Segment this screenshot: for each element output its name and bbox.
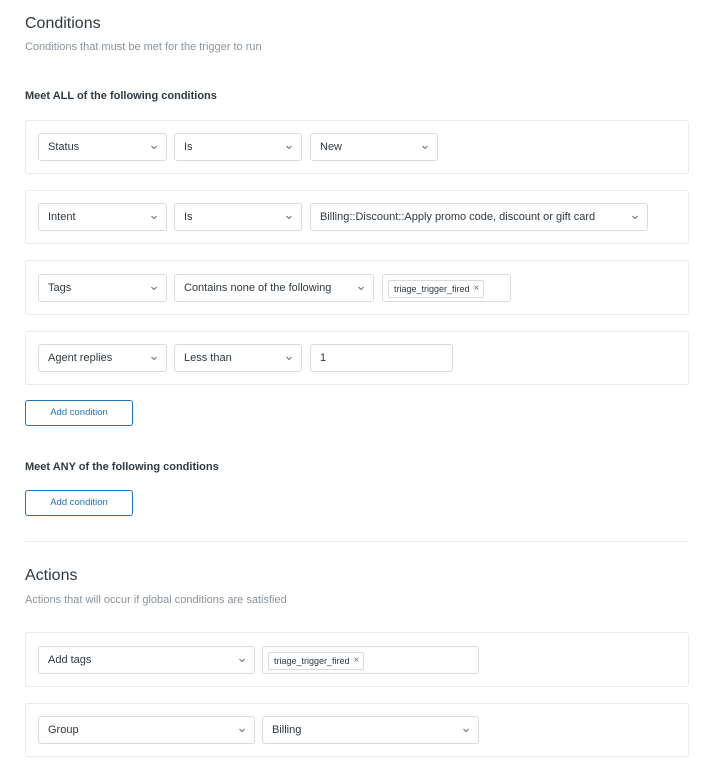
condition-field-value: Tags [48,282,72,294]
condition-value: New [320,141,343,153]
condition-operator-select[interactable] [174,274,374,302]
conditions-title: Conditions [25,15,101,32]
chevron-down-icon [285,354,293,362]
condition-operator-value: Less than [184,352,232,364]
add-all-condition-button[interactable]: Add condition [25,400,133,426]
chevron-down-icon [631,213,639,221]
action-tag-input[interactable] [262,646,479,674]
chevron-down-icon [150,284,158,292]
close-icon[interactable]: × [473,283,480,294]
tag-chip [268,652,364,670]
condition-operator-value: Contains none of the following [184,282,332,294]
condition-operator-select[interactable] [174,133,302,161]
condition-row-status [25,120,689,174]
chevron-down-icon [150,143,158,151]
condition-field-value: Intent [48,211,76,223]
condition-field-select[interactable] [38,274,167,302]
actions-title: Actions [25,567,78,584]
condition-row-agent-replies [25,331,689,385]
chevron-down-icon [462,726,470,734]
action-value-select[interactable] [262,716,479,744]
tag-chip-label: triage_trigger_fired [274,656,350,666]
action-field-select[interactable] [38,646,255,674]
add-any-condition-button[interactable]: Add condition [25,490,133,516]
tag-chip [388,280,484,298]
chevron-down-icon [421,143,429,151]
chevron-down-icon [150,354,158,362]
condition-field-select[interactable] [38,133,167,161]
condition-row-tags [25,260,689,315]
condition-value-select[interactable] [310,133,438,161]
action-field-select[interactable] [38,716,255,744]
section-divider [25,541,689,542]
conditions-subtitle: Conditions that must be met for the trigger to run [25,41,262,53]
chevron-down-icon [238,656,246,664]
action-row-add-tags [25,632,689,687]
condition-operator-select[interactable] [174,203,302,231]
condition-field-select[interactable] [38,344,167,372]
chevron-down-icon [150,213,158,221]
condition-value-select[interactable] [310,203,648,231]
chevron-down-icon [285,213,293,221]
chevron-down-icon [357,284,365,292]
tag-chip-label: triage_trigger_fired [394,284,470,294]
actions-subtitle: Actions that will occur if global conditions are satisfied [25,594,287,606]
action-field-value: Group [48,724,79,736]
condition-value-input[interactable]: 1 [310,344,453,372]
chevron-down-icon [285,143,293,151]
condition-value: Billing::Discount::Apply promo code, discount or gift card [320,211,596,223]
condition-operator-value: Is [184,211,193,223]
condition-row-intent [25,190,689,244]
chevron-down-icon [238,726,246,734]
all-conditions-label: Meet ALL of the following conditions [25,90,217,102]
action-field-value: Add tags [48,654,92,666]
condition-operator-value: Is [184,141,193,153]
condition-field-select[interactable] [38,203,167,231]
any-conditions-label: Meet ANY of the following conditions [25,461,219,473]
close-icon[interactable]: × [353,655,360,666]
condition-field-value: Status [48,141,80,153]
action-row-group [25,703,689,757]
action-value: Billing [272,724,302,736]
condition-tag-input[interactable] [382,274,511,302]
condition-operator-select[interactable] [174,344,302,372]
condition-field-value: Agent replies [48,352,113,364]
